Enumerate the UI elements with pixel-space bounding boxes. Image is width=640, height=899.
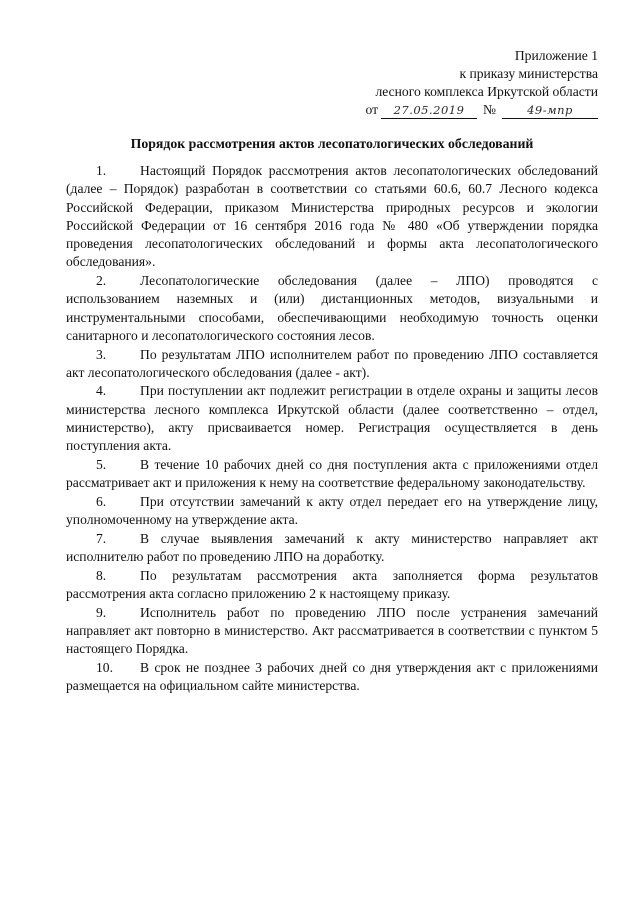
paragraph-1 — [66, 162, 598, 272]
paragraph-text: По результатам ЛПО исполнителем работ по проведению ЛПО составляется акт лесопатологического обследования (далее - акт). — [66, 346, 598, 380]
paragraph-number: 4. — [96, 383, 107, 399]
handwritten-date: 27.05.2019 — [393, 103, 465, 117]
paragraph-text: Исполнитель работ по проведению ЛПО после устранения замечаний направляет акт повторно в министерство. Акт рассматривается в соответствии с пунктом 5 настоящего Порядка. — [66, 604, 598, 657]
appendix-header — [318, 47, 598, 119]
paragraph-9 — [66, 604, 598, 659]
paragraph-number: 6. — [96, 493, 107, 509]
order-reference: к приказу министерства — [459, 66, 598, 81]
paragraph-3 — [66, 346, 598, 383]
paragraph-text: В случае выявления замечаний к акту министерство направляет акт исполнителю работ по проведению ЛПО на доработку. — [66, 530, 598, 565]
paragraph-7 — [66, 530, 598, 567]
appendix-label: Приложение 1 — [514, 48, 598, 63]
document-title: Порядок рассмотрения актов лесопатологических обследований — [130, 136, 534, 151]
paragraph-number: 7. — [96, 530, 107, 546]
paragraph-number: 3. — [96, 346, 107, 362]
paragraph-4 — [66, 382, 598, 455]
date-prefix: от — [365, 102, 379, 117]
document-body — [66, 162, 598, 696]
paragraph-2 — [66, 272, 598, 345]
number-blank — [502, 102, 598, 119]
paragraph-5 — [66, 456, 598, 493]
paragraph-number: 10. — [96, 659, 113, 675]
paragraph-8 — [66, 567, 598, 604]
paragraph-text: В срок не позднее 3 рабочих дней со дня утверждения акт с приложениями размещается на официальном сайте министерства. — [66, 659, 598, 693]
paragraph-6 — [66, 493, 598, 530]
date-blank — [381, 102, 477, 119]
paragraph-text: По результатам рассмотрения акта заполняется форма результатов рассмотрения акта согласно приложению 2 к настоящему приказу. — [66, 567, 598, 601]
paragraph-text: Настоящий Порядок рассмотрения актов лесопатологических обследований (далее – Порядок) разработан в соответствии со статьями 60.6, 60.7 Лесного кодекса Российской Федерации, приказом Министерства природных ресурсов и экологии Российской Федерации от 16 сентября 2016 года № 480 «Об утверждении порядка проведения лесопатологических обследований и формы акта лесопатологического обследования». — [66, 163, 598, 270]
paragraph-number: 8. — [96, 567, 107, 583]
ministry-name: лесного комплекса Иркутской области — [375, 84, 598, 99]
paragraph-text: При поступлении акт подлежит регистрации в отделе охраны и защиты лесов министерства лесного комплекса Иркутской области (далее соответственно – отдел, министерство), акту присваивается номер. Регистрация осуществляется в день поступления акта. — [66, 383, 598, 454]
paragraph-text: При отсутствии замечаний к акту отдел передает его на утверждение лицу, уполномоченному на утверждение акта. — [66, 493, 598, 528]
paragraph-number: 1. — [96, 163, 107, 178]
paragraph-number: 5. — [96, 456, 107, 472]
paragraph-text: Лесопатологические обследования (далее – ЛПО) проводятся с использованием наземных и (или) дистанционных методов, визуальными и инструментальными способами, обеспечивающими необходимую точность оценки санитарного и лесопатологического состояния лесов. — [66, 273, 598, 343]
paragraph-number: 2. — [96, 273, 107, 289]
paragraph-number: 9. — [96, 604, 107, 620]
number-prefix: № — [483, 102, 496, 117]
date-number-line — [318, 101, 598, 119]
handwritten-number: 49-мпр — [527, 103, 573, 117]
paragraph-text: В течение 10 рабочих дней со дня поступления акта с приложениями отдел рассматривает акт и приложения к нему на соответствие федеральному законодательству. — [66, 456, 598, 491]
paragraph-10 — [66, 659, 598, 696]
